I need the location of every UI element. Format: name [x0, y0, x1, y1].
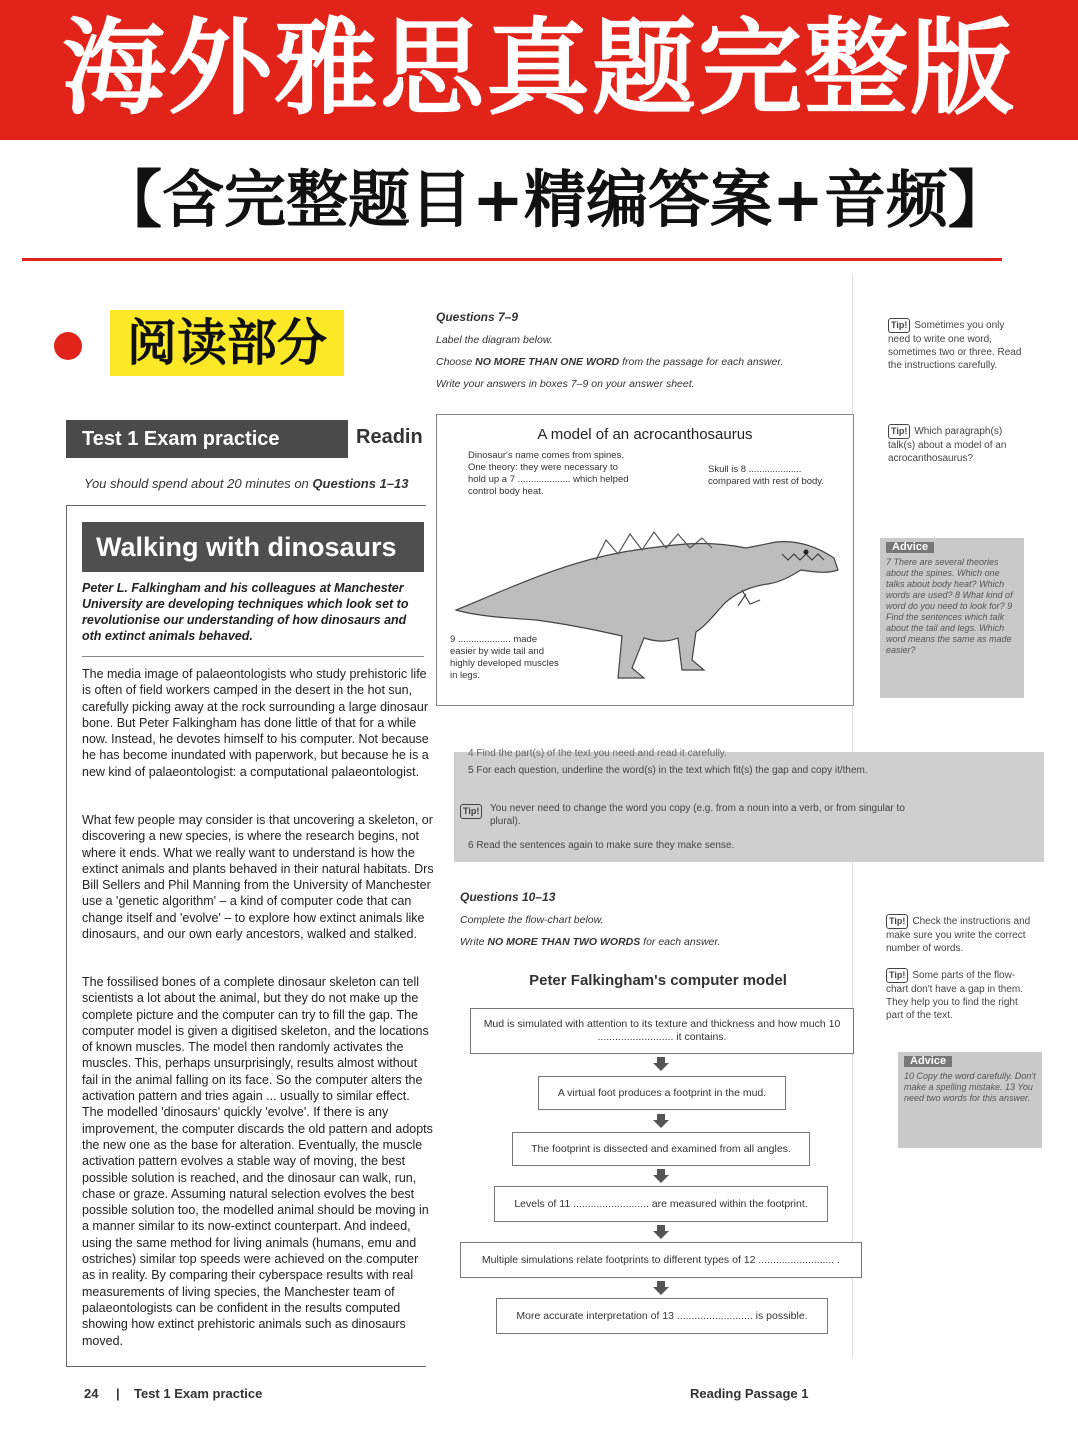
article-paragraph: The fossilised bones of a complete dinosaur skeleton can tell scientists a lot about the animal, but they do not make up the complete picture and the computer can try to fill the gap. The computer model is given a digitised skeleton, and the locations of known muscles. The model then randomly activates the muscles. This, perhaps unsurprisingly, results almost without fail in the animal falling on its face. So the computer alters the activation pattern and tries again ... usually to similar effect. The modelled 'dinosaurs' quickly 'evolve'. If there is any improvement, the computer discards the old pattern and adopts the new one as the base for alteration. Eventually, the muscle activation pattern evolves a stable way of moving, the best possible solution is reached, and the dinosaur can walk, run, chase or graze. Assuming natural selection evolves the best possible solution too, the modelled animal should be moving in a manner similar to its now-extinct counterpart. And indeed, using the same method for living animals (humans, emu and ostriches) similar top speeds were achieved on the computer as in reality. By comparing their cyberspace results with real measurements of living species, the Manchester team of palaeontologists can be confident in the results computed showing how extinct prehistoric animals such as dinosaurs moved. [82, 975, 433, 1348]
advice-text: 10 Copy the word carefully. Don't make a spelling mistake. 13 You need two words for this answer. [904, 1071, 1036, 1103]
diagram-title: A model of an acrocanthosaurus [537, 426, 753, 443]
tip-text: Which paragraph(s) talk(s) about a model of an acrocanthosaurus? [888, 426, 1007, 464]
strategy-tip: You never need to change the word you copy (e.g. from a noun into a verb, or from singular to plural). [490, 803, 905, 827]
q79-instr2-pre: Choose [436, 356, 476, 368]
tip-word-count [888, 318, 1026, 372]
footer-right: Reading Passage 1 [690, 1386, 809, 1401]
tip-text: Sometimes you only need to write one word, sometimes two or three. Read the instructions carefully. [888, 320, 1022, 371]
q79-instruction-2 [436, 356, 783, 368]
advice-box [898, 1052, 1042, 1148]
tip-text: Check the instructions and make sure you write the correct number of words. [886, 916, 1031, 954]
q79-instruction-3: Write your answers in boxes 7–9 on your answer sheet. [436, 378, 695, 390]
red-dot-icon [54, 332, 82, 360]
strategy-step-5: 5 For each question, underline the word(s) in the text which fit(s) the gap and copy it/them. [468, 765, 868, 776]
diagram-label-legs: 9 .................... made easier by wide tail and highly developed muscles in legs. [450, 634, 559, 681]
advice-heading: Advice [886, 542, 934, 553]
arrow-down-icon [653, 1169, 669, 1183]
questions-7-9-heading: Questions 7–9 [436, 310, 519, 324]
q1013-instr2-pre: Write [460, 936, 488, 948]
page-number: 24 [84, 1386, 99, 1401]
strategy-step-6: 6 Read the sentences again to make sure they make sense. [468, 840, 735, 851]
q1013-instruction-2 [460, 936, 720, 948]
q79-instr2-bold: NO MORE THAN ONE WORD [475, 356, 620, 368]
strategy-tip-badge [460, 804, 486, 819]
flowchart-title: Peter Falkingham's computer model [529, 972, 787, 989]
arrow-down-icon [653, 1114, 669, 1128]
banner-title: 海外雅思真题完整版 [61, 7, 1016, 129]
article-title: Walking with dinosaurs [82, 522, 424, 572]
subtitle: 【含完整题目+精编答案+音频】 [100, 163, 1010, 236]
tip-badge: Tip! [460, 804, 482, 819]
divider-line [22, 258, 1002, 261]
diagram-label-spines: Dinosaur's name comes from spines. One theory: they were necessary to hold up a 7 .................... which helped control body heat. [468, 450, 629, 497]
instruction-prefix: You should spend about 20 minutes on [84, 476, 313, 491]
advice-text: 7 There are several theories about the spines. Which one talks about body heat? Which words are used? 8 What kind of word do you need to look for? 9 Find the sentences which talk about the tail and legs. Which word means the same as made easier? [886, 557, 1013, 655]
section-label: 阅读部分 [110, 310, 344, 376]
q79-instr2-post: from the passage for each answer. [619, 356, 784, 368]
tip-paragraph [888, 424, 1026, 465]
arrow-down-icon [653, 1225, 669, 1239]
footer-left: Test 1 Exam practice [134, 1386, 263, 1401]
flowchart-step: Levels of 11 .......................... are measured within the footprint. [494, 1186, 828, 1222]
article-standfirst: Peter L. Falkingham and his colleagues at Manchester University are developing techniques which look set to revolutionise our understanding of how dinosaurs and oth extinct animals behaved. [82, 581, 409, 643]
footer-separator: | [116, 1386, 120, 1401]
standfirst-rule [82, 656, 424, 657]
tip-flowchart-gaps [886, 968, 1026, 1022]
arrow-down-icon [653, 1057, 669, 1071]
tip-badge: Tip! [888, 424, 910, 439]
tip-instructions [886, 914, 1036, 955]
q1013-instr2-bold: NO MORE THAN TWO WORDS [487, 936, 641, 948]
tip-badge: Tip! [888, 318, 910, 333]
flowchart-step: A virtual foot produces a footprint in the mud. [538, 1076, 786, 1110]
diagram-label-skull: Skull is 8 .................... compared with rest of body. [708, 464, 824, 487]
flowchart-step: Mud is simulated with attention to its texture and thickness and how much 10 .......................... it contains. [470, 1008, 854, 1054]
tip-badge: Tip! [886, 914, 908, 929]
article-paragraph: The media image of palaeontologists who study prehistoric life is often of field workers camped in the desert in the hot sun, carefully picking away at the rock surrounding a large dinosaur bone. But Peter Falkingham has done little of that for a while now. Instead, he devotes himself to his computer. Not because he has become inundated with paperwork, but because he is a new kind of palaeontologist: a computational palaeontologist. [82, 667, 429, 779]
strategy-step-4: 4 Find the part(s) of the text you need and read it carefully. [468, 748, 727, 759]
q1013-instr2-post: for each answer. [640, 936, 721, 948]
reading-tab: Readin [356, 426, 423, 448]
time-instruction [84, 476, 409, 491]
tip-text: Some parts of the flow-chart don't have a gap in them. They help you to find the right part of the text. [886, 970, 1023, 1021]
arrow-down-icon [653, 1281, 669, 1295]
q79-instruction-1: Label the diagram below. [436, 334, 553, 346]
advice-heading: Advice [904, 1056, 952, 1067]
questions-10-13-heading: Questions 10–13 [460, 890, 556, 904]
article-paragraph: What few people may consider is that uncovering a skeleton, or discovering a new species, is where the research begins, not where it ends. What we really want to understand is how the extinct animals and plants behaved in their natural habitats. Drs Bill Sellers and Phil Manning from the University of Manchester use a 'genetic algorithm' – a kind of computer code that can change itself and 'evolve' – to explore how extinct animals like dinosaurs, and our own early ancestors, walked and stalked. [82, 813, 434, 942]
test-header-bar: Test 1 Exam practice [66, 420, 348, 458]
q1013-instruction-1: Complete the flow-chart below. [460, 914, 604, 926]
instruction-bold: Questions 1–13 [312, 476, 409, 491]
tip-badge: Tip! [886, 968, 908, 983]
dinosaur-illustration [446, 520, 846, 690]
flowchart-step: The footprint is dissected and examined from all angles. [512, 1132, 810, 1166]
advice-box [880, 538, 1024, 698]
flowchart-step: Multiple simulations relate footprints to different types of 12 .......................... . [460, 1242, 862, 1278]
flowchart-step: More accurate interpretation of 13 .......................... is possible. [496, 1298, 828, 1334]
